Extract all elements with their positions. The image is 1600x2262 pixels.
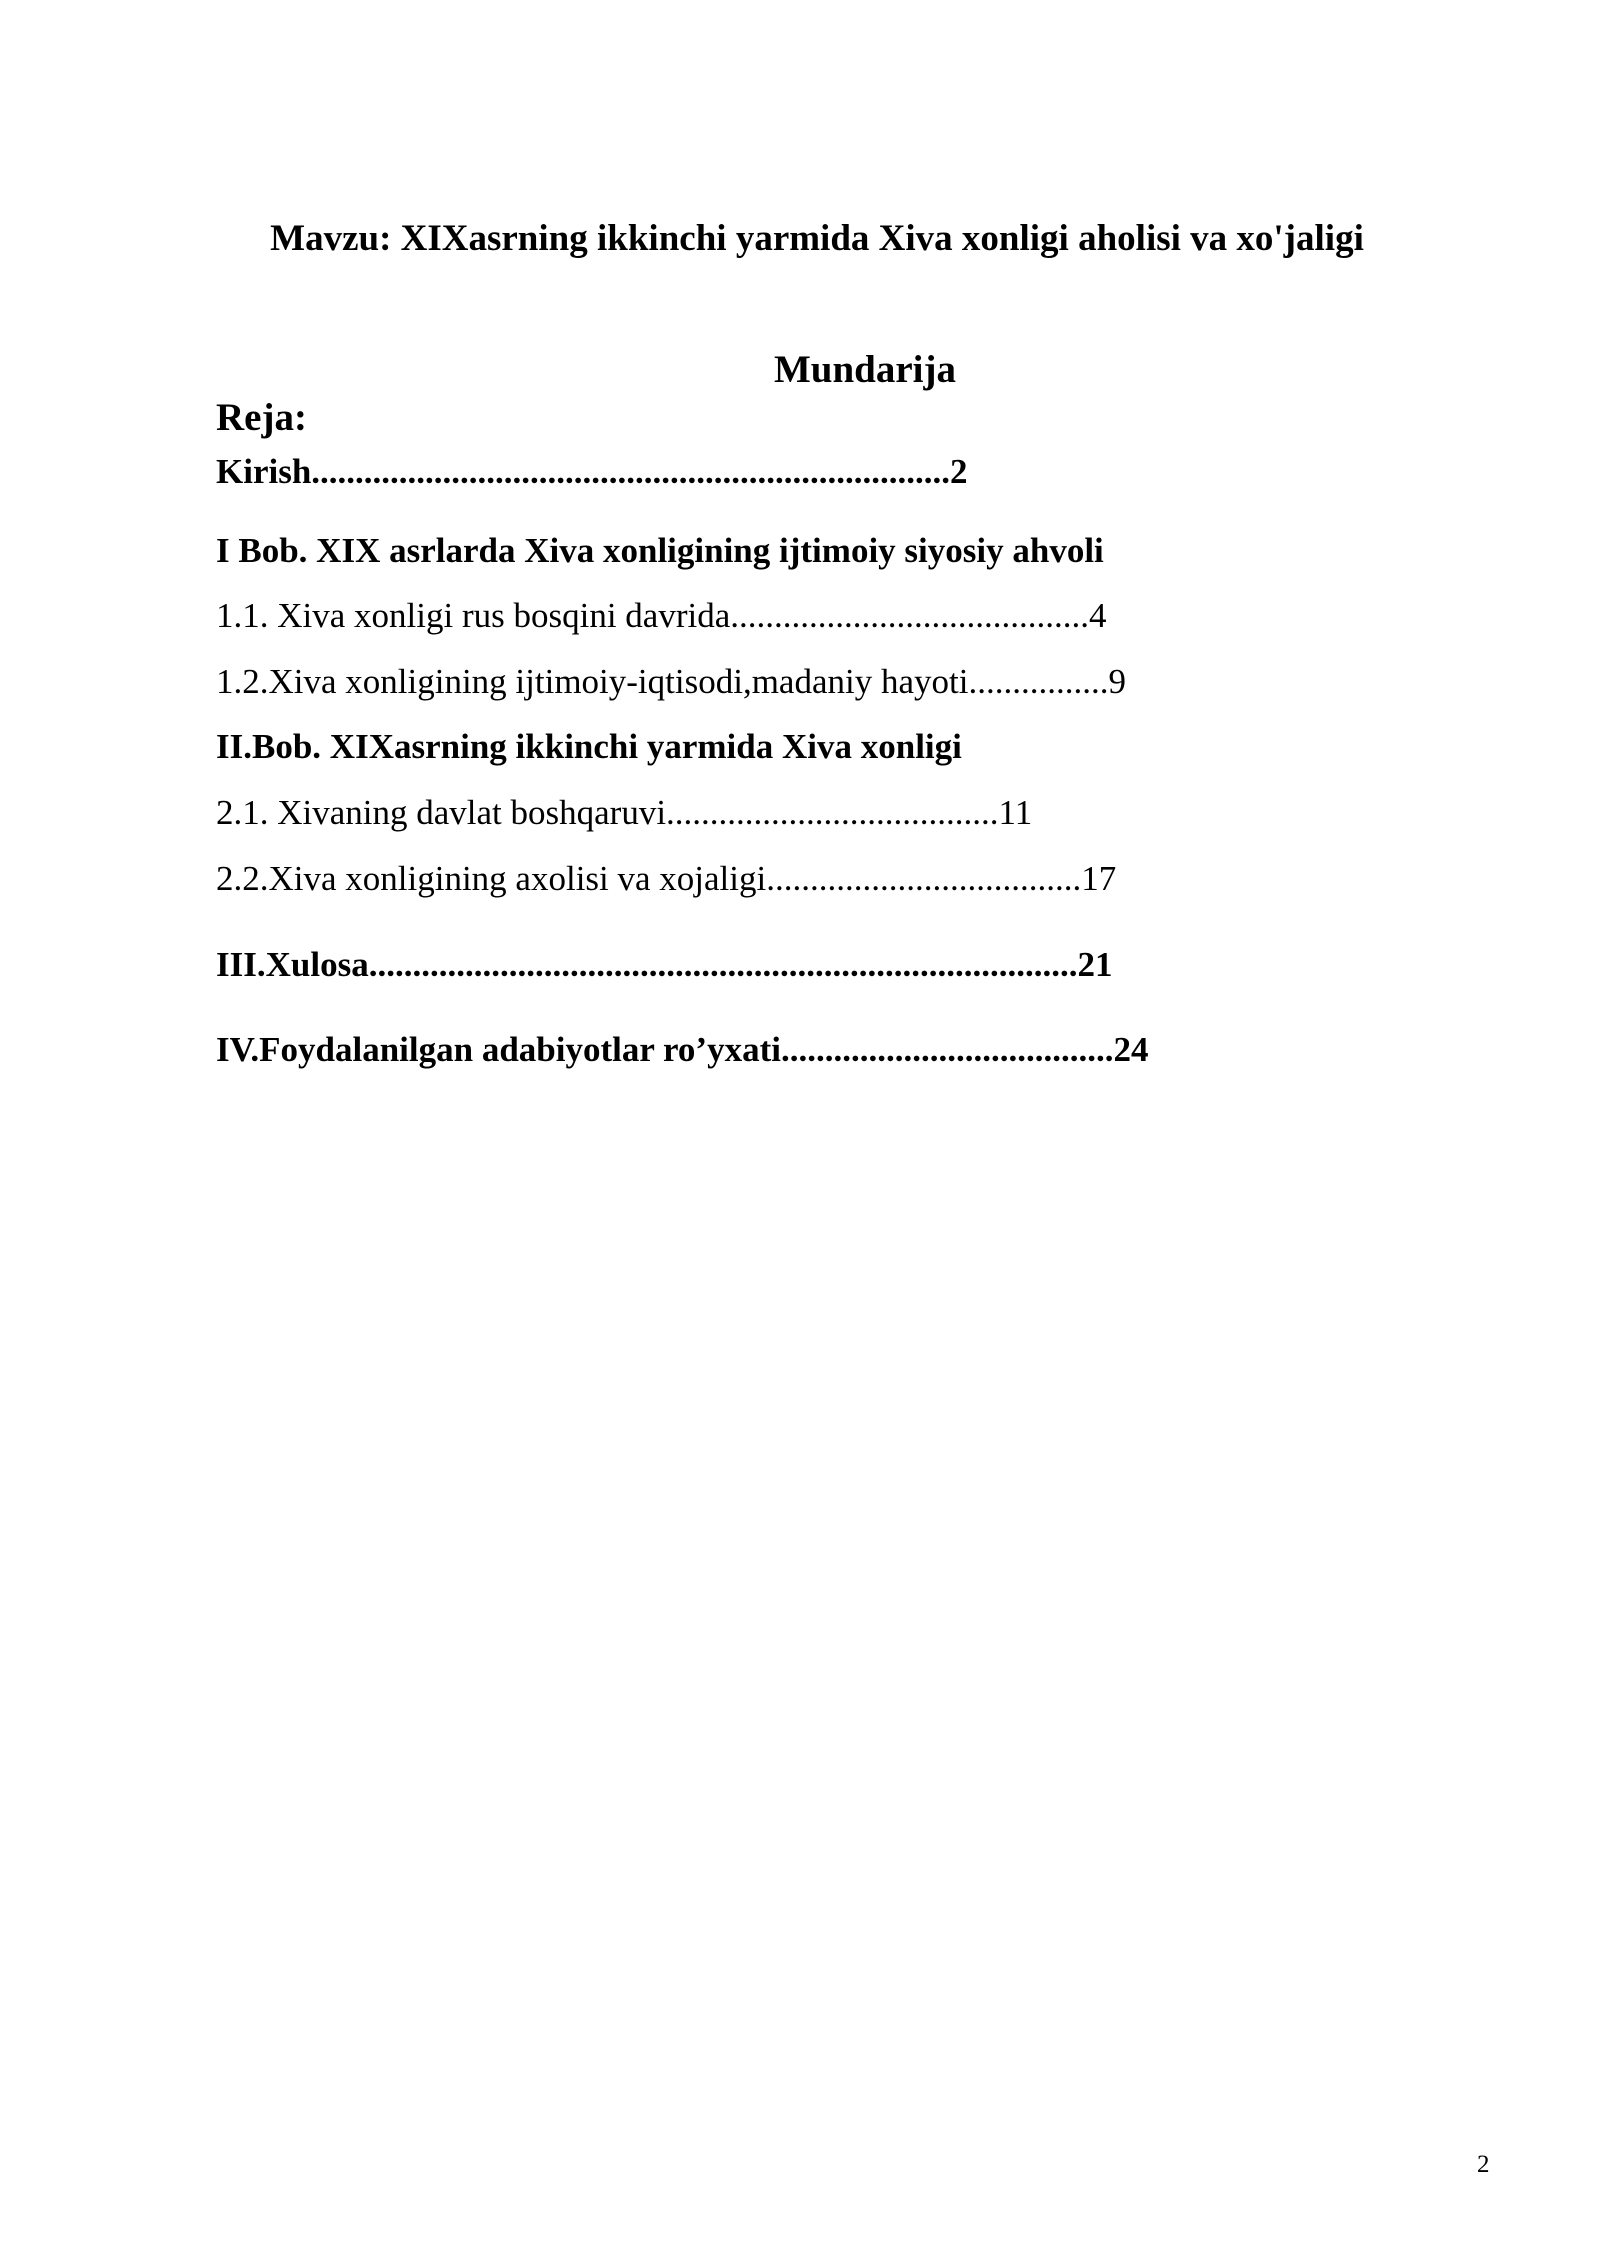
toc-entry-2-1: 2.1. Xivaning davlat boshqaruvi......................................11 [216,793,1033,832]
toc-chapter-2: II.Bob. XIXasrning ikkinchi yarmida Xiva xonligi [216,727,962,766]
plan-label: Reja: [216,396,307,439]
toc-entry-xulosa: III.Xulosa.................................................................................21 [216,945,1113,984]
toc-chapter-1: I Bob. XIX asrlarda Xiva xonligining ijtimoiy siyosiy ahvoli [216,531,1104,570]
toc-entry-1-1: 1.1. Xiva xonligi rus bosqini davrida.........................................4 [216,596,1107,635]
document-title: Mavzu: XIXasrning ikkinchi yarmida Xiva xonligi aholisi va xo'jaligi [270,218,1364,259]
toc-entry-1-2: 1.2.Xiva xonligining ijtimoiy-iqtisodi,madaniy hayoti................9 [216,662,1126,701]
toc-entry-2-2: 2.2.Xiva xonligining axolisi va xojaligi....................................17 [216,859,1117,898]
toc-heading: Mundarija [773,348,956,391]
page-number: 2 [1477,2151,1490,2178]
toc-entry-kirish: Kirish.........................................................................2 [216,452,968,491]
toc-entry-adabiyotlar: IV.Foydalanilgan adabiyotlar ro’yxati......................................24 [216,1030,1149,1069]
